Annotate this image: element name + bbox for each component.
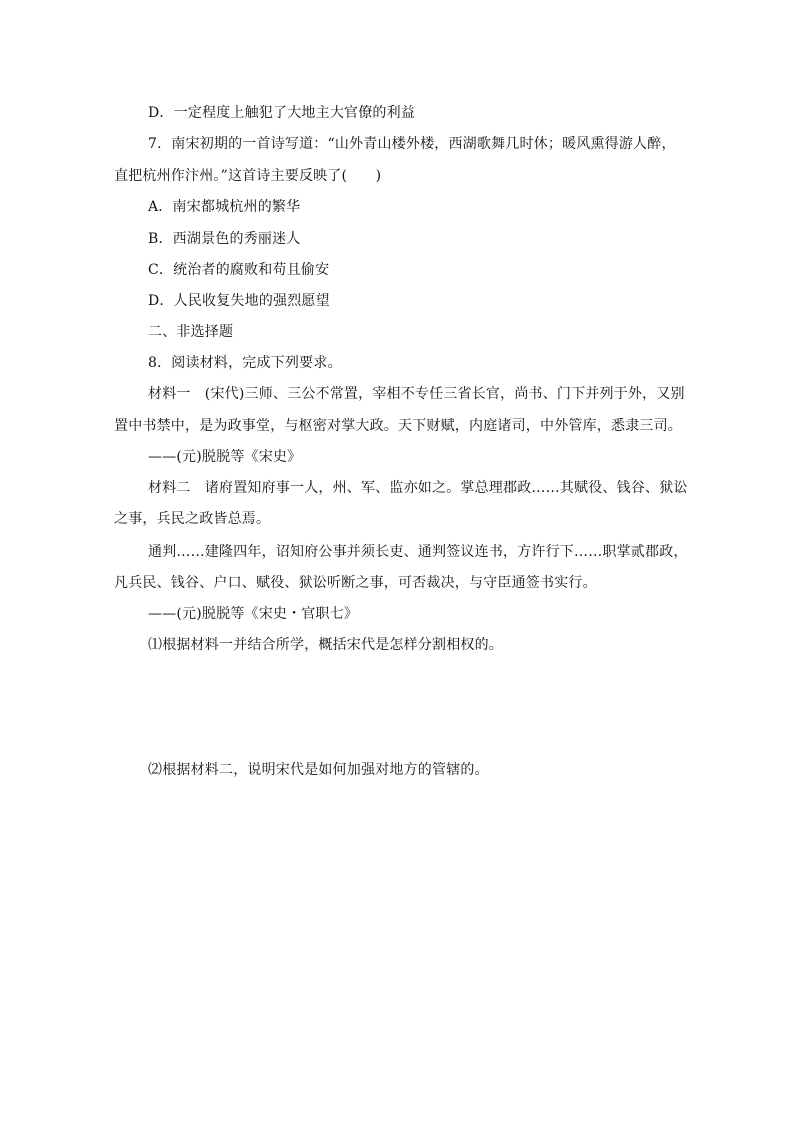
q7-option-d: D．人民收复失地的强烈愿望 [148, 293, 330, 309]
material2-para2-line1: 通判……建隆四年，诏知府公事并须长吏、通判签议连书，方许行下……职掌贰郡政， [148, 544, 688, 560]
q7-option-b: B．西湖景色的秀丽迷人 [148, 231, 301, 247]
sub-question-2: ⑵根据材料二，说明宋代是如何加强对地方的管辖的。 [148, 762, 489, 778]
q6-option-d: D．一定程度上触犯了大地主大官僚的利益 [148, 105, 416, 121]
sub-question-1: ⑴根据材料一并结合所学，概括宋代是怎样分割相权的。 [148, 637, 503, 653]
q7-option-a: A．南宋都城杭州的繁华 [148, 199, 301, 215]
material2-para2-line2: 凡兵民、钱谷、户口、赋役、狱讼听断之事，可否裁决，与守臣通签书实行。 [114, 575, 597, 591]
material1-line2: 置中书禁中，是为政事堂，与枢密对掌大政。天下财赋，内庭诸司，中外管库，悉隶三司。 [114, 418, 682, 434]
material2-line1: 材料二 诸府置知府事一人，州、军、监亦如之。掌总理郡政……其赋役、钱谷、狱讼 [148, 480, 688, 496]
material1-line1: 材料一 (宋代)三师、三公不常置，宰相不专任三省长官，尚书、门下并列于外，又别 [148, 386, 685, 402]
section-heading: 二、非选择题 [148, 324, 234, 340]
q7-stem-line1: 7．南宋初期的一首诗写道：“山外青山楼外楼，西湖歌舞几时休；暖风熏得游人醉， [148, 136, 676, 152]
material1-source: ——(元)脱脱等《宋史》 [148, 449, 302, 465]
material2-source: ——(元)脱脱等《宋史・官职七》 [148, 606, 359, 622]
material2-line2: 之事，兵民之政皆总焉。 [114, 511, 271, 527]
q7-stem-line2: 直把杭州作汴州。”这首诗主要反映了( ) [114, 168, 382, 184]
q8-stem: 8．阅读材料，完成下列要求。 [148, 355, 342, 371]
q7-option-c: C．统治者的腐败和苟且偷安 [148, 262, 330, 278]
